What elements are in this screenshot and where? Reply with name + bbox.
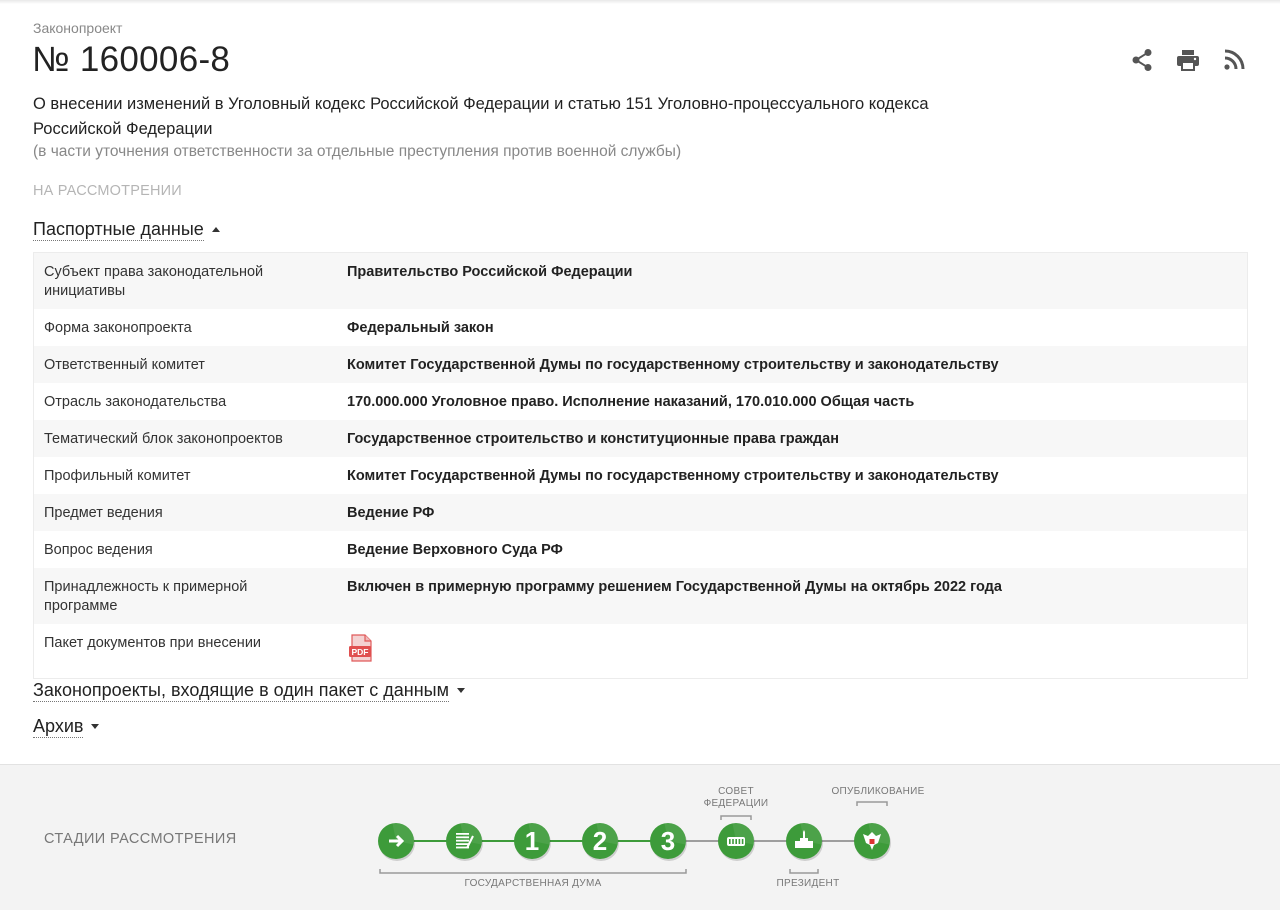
pdf-file-icon[interactable] [347,634,375,662]
rss-icon [1223,49,1245,71]
passport-value: Ведение РФ [347,505,435,521]
archive-section-label: Архив [33,716,84,736]
passport-row [34,494,1247,531]
stage-number: 2 [592,826,608,856]
page-kicker: Законопроект [33,20,123,36]
stage-step[interactable] [378,823,415,861]
stage-step[interactable] [582,823,619,861]
passport-key: Форма законопроекта [44,320,192,336]
passport-row [34,568,1247,624]
passport-row [34,309,1247,346]
bill-description: О внесении изменений в Уголовный кодекс Российской Федерации и статью 151 Уголовно-процессуального кодекса Российской Федерации [33,95,929,138]
top-shadow [0,0,1280,4]
stages-track [0,765,1280,910]
bill-status: НА РАССМОТРЕНИИ [33,183,182,199]
passport-row [34,420,1247,457]
stages-panel [0,764,1280,910]
passport-value: Федеральный закон [347,320,494,336]
passport-row [34,624,1247,678]
passport-row [34,253,1247,309]
passport-row [34,346,1247,383]
duma-caption: ГОСУДАРСТВЕННАЯ ДУМА [464,878,602,889]
passport-value: Включен в примерную программу решением Государственной Думы на октябрь 2022 года [347,579,1002,595]
stage-step[interactable] [854,823,891,861]
stage-number: 3 [660,826,676,856]
passport-value: Комитет Государственной Думы по государственному строительству и законодательству [347,357,999,373]
bill-number-title: № 160006-8 [32,40,231,79]
caret-down-icon [91,724,99,729]
stage-bracket [790,869,818,873]
archive-section-toggle[interactable] [33,715,99,738]
package-section-toggle[interactable] [33,679,465,702]
stage-step[interactable] [786,823,823,861]
publish-caption: ОПУБЛИКОВАНИЕ [831,786,925,797]
council-caption-line2: ФЕДЕРАЦИИ [703,798,769,809]
passport-table [33,252,1248,679]
passport-value: Государственное строительство и конституционные права граждан [347,431,840,447]
passport-value: Комитет Государственной Думы по государственному строительству и законодательству [347,468,999,484]
stage-bracket [857,802,887,806]
stages-label: СТАДИИ РАССМОТРЕНИЯ [44,831,237,847]
bill-subdescription: (в части уточнения ответственности за отдельные преступления против военной службы) [33,143,682,160]
passport-key: Тематический блок законопроектов [44,431,283,447]
passport-key: Пакет документов при внесении [44,635,262,651]
passport-value [347,634,1237,668]
council-caption-line1: СОВЕТ [718,786,754,797]
share-button[interactable] [1130,47,1154,73]
passport-key: Вопрос ведения [44,542,153,558]
print-icon [1176,49,1200,71]
passport-row [34,531,1247,568]
stage-step[interactable] [446,823,483,861]
passport-value: 170.000.000 Уголовное право. Исполнение наказаний, 170.010.000 Общая часть [347,394,915,410]
passport-row [34,457,1247,494]
passport-key: Субъект права законодательной инициативы [44,264,264,299]
stage-step[interactable] [514,823,551,861]
passport-key: Принадлежность к примерной программе [44,579,248,614]
stage-number: 1 [524,826,540,856]
share-icon [1131,48,1153,72]
caret-up-icon [212,227,220,232]
stage-step[interactable] [718,823,755,861]
passport-row [34,383,1247,420]
passport-value: Ведение Верховного Суда РФ [347,542,563,558]
pdf-label: PDF [351,647,369,657]
stage-bracket [380,869,686,873]
passport-section-toggle[interactable] [33,218,220,241]
stage-bracket [721,816,751,820]
passport-key: Предмет ведения [44,505,163,521]
passport-key: Профильный комитет [44,468,191,484]
passport-section-label: Паспортные данные [33,219,204,239]
print-button[interactable] [1176,47,1200,73]
package-section-label: Законопроекты, входящие в один пакет с данным [33,680,449,700]
rss-button[interactable] [1222,47,1246,73]
federation-council-icon [727,837,745,846]
passport-key: Ответственный комитет [44,357,205,373]
passport-value: Правительство Российской Федерации [347,264,633,280]
president-caption: ПРЕЗИДЕНТ [776,878,840,889]
caret-down-icon [457,688,465,693]
passport-key: Отрасль законодательства [44,394,227,410]
stage-step[interactable] [650,823,687,861]
page-actions [1130,47,1246,73]
